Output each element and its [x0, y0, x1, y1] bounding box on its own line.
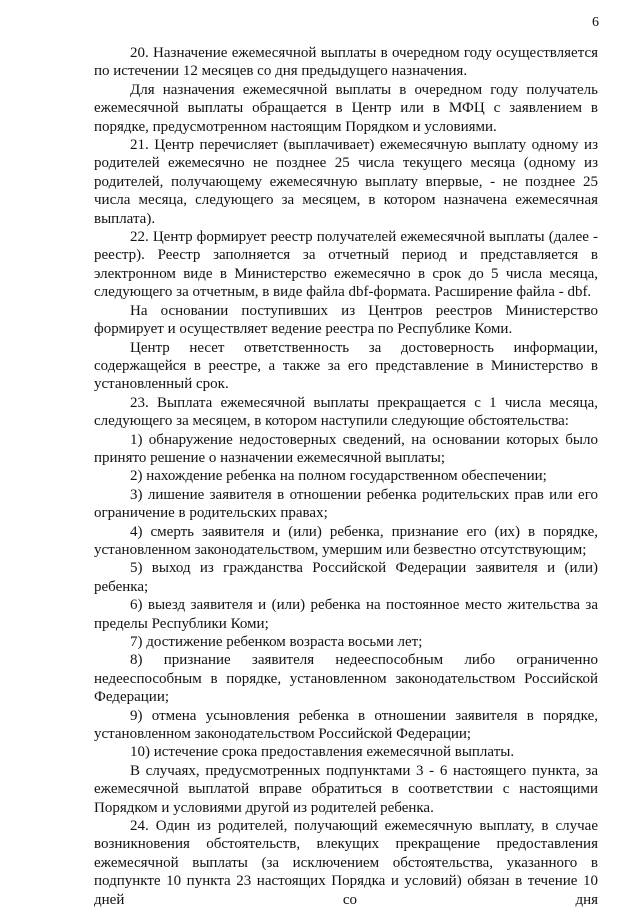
- list-item-9: 9) отмена усыновления ребенка в отношении заявителя в порядке, установленном законодательством Российской Федерации;: [94, 707, 598, 743]
- list-item-10: 10) истечение срока предоставления ежемесячной выплаты.: [130, 744, 515, 761]
- list-item-4: 4) смерть заявителя и (или) ребенка, признание его (их) в порядке, установленном законодательством, умершим или безвестно отсутствующим;: [94, 523, 598, 558]
- paragraph-21: 21. Центр перечисляет (выплачивает) ежемесячную выплату одному из родителей ежемесячно не позднее 25 числа текущего месяца (одному из родителей, получающему ежемесячную выплату впервые, - не позднее 25 числа месяца, следующего за месяцем, в котором назначена ежемесячная выплата).: [94, 137, 598, 227]
- list-item-3: 3) лишение заявителя в отношении ребенка родительских прав или его ограничение в родительских правах;: [94, 486, 598, 522]
- paragraph-other-parent: В случаях, предусмотренных подпунктами 3 - 6 настоящего пункта, за ежемесячной выплатой вправе обратиться в соответствии с настоящими Порядком и условиями другой из родителей ребенка.: [94, 762, 598, 816]
- list-item-2: 2) нахождение ребенка на полном государственном обеспечении;: [130, 468, 547, 485]
- paragraph-20: 20. Назначение ежемесячной выплаты в очередном году осуществляется по истечении 12 месяцев со дня предыдущего назначения.: [94, 45, 598, 80]
- list-item-1: 1) обнаружение недостоверных сведений, на основании которых было принято решение о назначении ежемесячной выплаты;: [94, 431, 598, 466]
- paragraph-center-responsibility: Центр несет ответственность за достоверность информации, содержащейся в реестре, а также за его представление в Министерство в установленный срок.: [94, 339, 598, 393]
- list-item-8: 8) признание заявителя недееспособным либо ограниченно недееспособным в порядке, установленном законодательством Российской Федерации;: [94, 652, 598, 706]
- paragraph-22: 22. Центр формирует реестр получателей ежемесячной выплаты (далее - реестр). Реестр заполняется за отчетный период и представляется в электронном виде в Министерство ежемесячно в срок до 5 числа месяца, следующего за отчетным, в виде файла dbf-формата. Расширение файла - dbf.: [94, 229, 598, 301]
- list-item-6: 6) выезд заявителя и (или) ребенка на постоянное место жительства за пределы Республики Коми;: [94, 597, 598, 632]
- document-body: [94, 44, 598, 909]
- paragraph-24: 24. Один из родителей, получающий ежемесячную выплату, в случае возникновения обстоятельств, влекущих прекращение предоставления ежемесячной выплаты (за исключением обстоятельства, указанного в подпункте 10 пункта 23 настоящих Порядка и условий) обязан в течение 10 дней со дня: [94, 818, 598, 908]
- list-item-7: 7) достижение ребенком возраста восьми лет;: [130, 634, 423, 650]
- page-number: 6: [592, 15, 599, 30]
- paragraph-renewal-application: Для назначения ежемесячной выплаты в очередном году получатель ежемесячной выплаты обращается в Центр или в МФЦ с заявлением в порядке, предусмотренном настоящим Порядком и условиями.: [94, 81, 598, 135]
- list-item-5: 5) выход из гражданства Российской Федерации заявителя и (или) ребенка;: [94, 560, 598, 595]
- paragraph-ministry-registry: На основании поступивших из Центров реестров Министерство формирует и осуществляет ведение реестра по Республике Коми.: [94, 302, 598, 338]
- paragraph-23: 23. Выплата ежемесячной выплаты прекращается с 1 числа месяца, следующего за месяцем, в котором наступили следующие обстоятельства:: [94, 394, 598, 430]
